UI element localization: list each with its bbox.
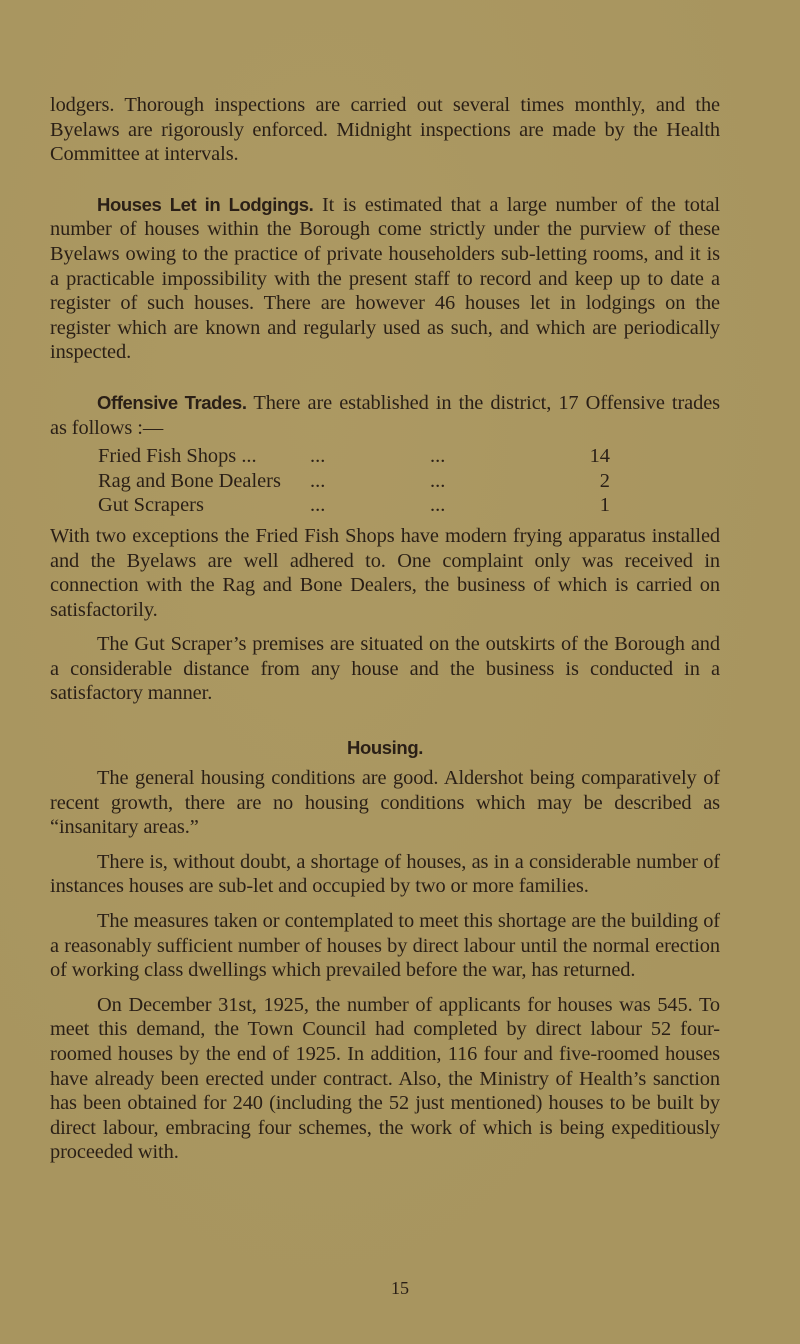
page-number: 15	[391, 1278, 409, 1298]
paragraph-housing-4: On December 31st, 1925, the number of applicants for houses was 545. To meet this demand, the Town Council had completed by direct labour 52 four-roomed houses by the end of 1925. In addition, 116 four and five-roomed houses have already been erected under contract. Also, the Ministry of Health’s sanction has been obtained for 240 (including the 52 just mentioned) houses to be built by direct labour, embracing four schemes, the work of which is being expeditiously proceeded with.	[50, 993, 720, 1164]
document-page	[50, 93, 720, 1165]
section-title-housing: Housing.	[347, 737, 423, 759]
table-row	[98, 444, 658, 469]
leader-dots: ...	[310, 445, 326, 468]
offensive-trades-table	[98, 444, 658, 518]
table-row	[98, 493, 658, 518]
heading-houses-let: Houses Let in Lodgings.	[97, 193, 314, 215]
trade-count: 2	[599, 469, 610, 492]
paragraph-housing-2: There is, without doubt, a shortage of houses, as in a considerable number of instances houses are sub-let and occupied by two or more families.	[50, 850, 720, 898]
heading-offensive-trades: Offensive Trades.	[97, 391, 247, 413]
paragraph-fish-shops: With two exceptions the Fried Fish Shops have modern frying apparatus installed and the Byelaws are well adhered to. One complaint only was received in connection with the Rag and Bone Dealers, the business of which is carried on satisfactorily.	[50, 524, 720, 621]
leader-dots: ...	[430, 445, 446, 468]
leader-dots: ...	[310, 469, 326, 492]
houses-let-text: It is estimated that a large number of the total number of houses within the Borough come strictly under the purview of these Byelaws owing to the practice of private householders sub-letting rooms, and it is a practicable impossibility with the present staff to record and keep up to date a register of such houses. There are however 46 houses let in lodgings on the register which are known and regularly used as such, and which are periodically inspected.	[50, 193, 720, 364]
leader-dots: ...	[310, 494, 326, 517]
trade-name: Gut Scrapers	[98, 494, 204, 517]
leader-dots: ...	[430, 469, 446, 492]
paragraph-housing-3: The measures taken or contemplated to meet this shortage are the building of a reasonably sufficient number of houses by direct labour until the normal erection of working class dwellings which prevailed before the war, has returned.	[50, 910, 720, 982]
paragraph-housing-1: The general housing conditions are good. Aldershot being comparatively of recent growth, there are no housing conditions which may be described as “insanitary areas.”	[50, 767, 720, 839]
paragraph-gut-scraper: The Gut Scraper’s premises are situated on the outskirts of the Borough and a considerable distance from any house and the business is conducted in a satisfactory manner.	[50, 633, 720, 705]
paragraph-lodgers: lodgers. Thorough inspections are carried out several times monthly, and the Byelaws are rigorously enforced. Midnight inspections are made by the Health Committee at intervals.	[50, 94, 720, 166]
trade-count: 14	[589, 445, 610, 468]
offensive-trades-text: There are established in the district, 17 Offensive trades as follows :—	[50, 391, 720, 439]
paragraph-houses-let	[50, 193, 720, 365]
paragraph-offensive-trades	[50, 391, 720, 440]
trade-count: 1	[599, 494, 610, 517]
trade-name: Fried Fish Shops ...	[98, 445, 257, 468]
trade-name: Rag and Bone Dealers	[98, 469, 281, 492]
leader-dots: ...	[430, 494, 446, 517]
table-row	[98, 469, 658, 494]
